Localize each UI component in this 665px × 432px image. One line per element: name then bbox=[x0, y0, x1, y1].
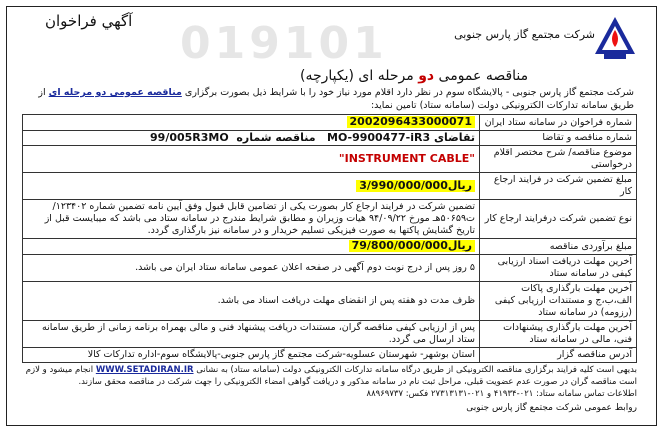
estimate-value: 79/800/000/000 bbox=[351, 239, 448, 252]
tender-label: مناقصه شماره bbox=[236, 131, 316, 144]
intro-rest: از طریق سامانه تدارکات الکترونیکی دولت (سامانه ستاد) تامین نماید: bbox=[38, 87, 634, 111]
guarantee-value: 3/990/000/000 bbox=[359, 178, 448, 192]
row-label: آخرین مهلت بارگذاری پیشنهادات فنی، مالی در سامانه ستاد bbox=[480, 321, 637, 348]
request-number: تقاضای MO-9900477-iR3 bbox=[327, 131, 475, 144]
row-value: ۵ روز پس از درج نوبت دوم آگهی در صفحه اعلان عمومی سامانه ستاد ایران می باشد. bbox=[23, 255, 480, 282]
row-value bbox=[23, 131, 480, 146]
intro-text bbox=[22, 86, 634, 112]
row-value: ظرف مدت دو هفته پس از انقضای مهلت دریافت اسناد می باشد. bbox=[23, 282, 480, 321]
intro-highlight: مناقصه عمومی دو مرحله ای bbox=[48, 87, 182, 98]
row-value: پس از ارزیابی کیفی مناقصه گران، مستندات دریافت پیشنهاد فنی و مالی بهمراه برنامه زمانی از طریق سامانه ستاد ارسال می گردد. bbox=[23, 321, 480, 348]
row-value bbox=[23, 239, 480, 255]
footer-signature: روابط عمومی شرکت مجتمع گاز پارس جنوبی bbox=[466, 403, 637, 413]
footer-line-3: اطلاعات تماس سامانه ستاد: ۰۲۱-۴۱۹۳۴ و ۰۲۱-۲۷۳۱۳۱۳۱ فکس: ۸۸۹۶۹۷۳۷ bbox=[366, 389, 637, 399]
table-row bbox=[23, 321, 637, 348]
subtitle-stages: دو bbox=[418, 68, 435, 84]
table-row bbox=[23, 239, 637, 255]
table-row bbox=[23, 146, 637, 173]
setad-link[interactable]: WWW.SETADIRAN.IR bbox=[95, 365, 194, 375]
tender-subject: "INSTRUMENT CABLE" bbox=[338, 151, 475, 165]
row-label: آخرین مهلت بارگذاری پاکات الف،ب،ج و مستندات ارزیابی کیفی (رزومه) در سامانه ستاد bbox=[480, 282, 637, 321]
tender-code: 99/005R3MO bbox=[150, 131, 229, 144]
row-value: تضمین شرکت در فرایند ارجاع کار بصورت یکی از تضامین قابل قبول وفق آیین نامه تضمین شماره ۱۲۳۴۰۲/ت۵۰۶۵۹هـ مورخ ۹۴/۰۹/۲۲ هیات وزیران و مطابق شرایط مندرج در سامانه ستاد می باشد که میبایست قبل از تاریخ گشایش پاکتها به صورت فیزیکی تسلیم خریدار و در سامانه نیز بارگذاری گردد. bbox=[23, 200, 480, 239]
row-label: شماره فراخوان در سامانه ستاد ایران bbox=[480, 115, 637, 131]
row-value bbox=[23, 115, 480, 131]
tender-subtitle bbox=[300, 68, 528, 84]
row-value bbox=[23, 173, 480, 200]
guarantee-amount bbox=[356, 180, 475, 192]
footer-notes bbox=[22, 364, 637, 400]
footer-line-1: بدیهی است کلیه فرایند برگزاری مناقصه الکترونیکی از طریق درگاه سامانه تدارکات الکترونیکی دولت (سامانه ستاد) به نشانی bbox=[196, 365, 637, 375]
company-name: شرکت مجتمع گاز پارس جنوبی bbox=[454, 28, 595, 41]
tender-number: 2002096433000071 bbox=[347, 116, 475, 128]
guarantee-unit: ریال bbox=[447, 178, 472, 192]
table-row bbox=[23, 255, 637, 282]
subtitle-suffix: مرحله ای (یکپارچه) bbox=[300, 68, 414, 84]
row-label: آدرس مناقصه گزار bbox=[480, 348, 637, 363]
subtitle-prefix: مناقصه عمومی bbox=[438, 68, 529, 84]
table-row bbox=[23, 131, 637, 146]
row-label: نوع تضمین شرکت درفرایند ارجاع کار bbox=[480, 200, 637, 239]
row-label: مبلغ تضمین شرکت در فرایند ارجاع کار bbox=[480, 173, 637, 200]
estimate-amount bbox=[349, 240, 475, 252]
tender-details-table bbox=[22, 114, 637, 363]
row-value bbox=[23, 146, 480, 173]
footer-line-2: انجام میشود و لازم است مناقصه گران در صورت عدم عضویت قبلی، مراحل ثبت نام در سامانه مذکور و دریافت گواهی امضاء الکترونیکی را جهت شرکت در مناقصه محقق سازند. bbox=[25, 365, 637, 387]
page-title: آگهي فراخوان bbox=[45, 12, 133, 30]
company-logo-icon bbox=[590, 14, 640, 64]
row-label: مبلغ برآوردی مناقصه bbox=[480, 239, 637, 255]
table-row bbox=[23, 173, 637, 200]
table-row bbox=[23, 348, 637, 363]
table-row bbox=[23, 200, 637, 239]
row-label: شماره مناقصه و تقاضا bbox=[480, 131, 637, 146]
row-label: موضوع مناقصه/ شرح مختصر اقلام درخواستی bbox=[480, 146, 637, 173]
estimate-unit: ریال bbox=[447, 239, 472, 252]
table-row bbox=[23, 282, 637, 321]
row-label: آخرین مهلت دریافت اسناد ارزیابی کیفی در سامانه ستاد bbox=[480, 255, 637, 282]
intro-main: شرکت مجتمع گاز پارس جنوبی - پالایشگاه سوم در نظر دارد اقلام مورد نیاز خود را با شرایط ذیل بصورت برگزاری bbox=[184, 87, 634, 98]
row-value: استان بوشهر- شهرستان عسلویه-شرکت مجتمع گاز پارس جنوبی-پالایشگاه سوم-اداره تدارکات کالا bbox=[23, 348, 480, 363]
table-row bbox=[23, 115, 637, 131]
watermark: 019101 bbox=[180, 18, 388, 69]
